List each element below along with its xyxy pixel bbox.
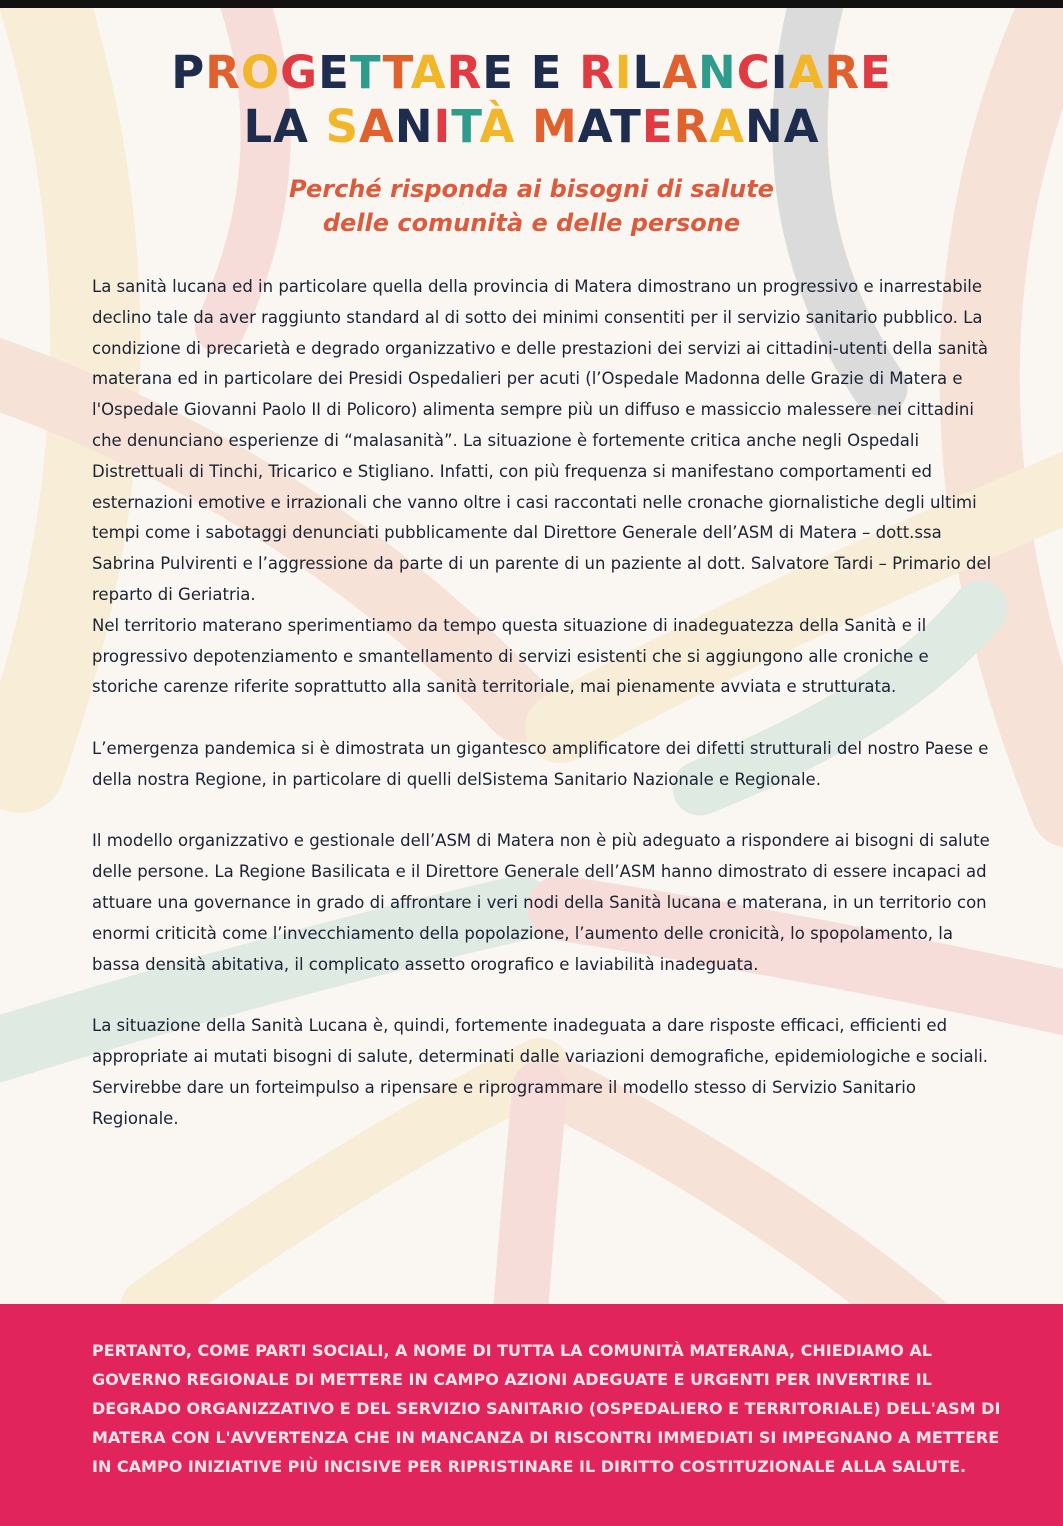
- headline-letter: E: [514, 46, 580, 99]
- headline-letter: I: [433, 100, 452, 153]
- headline-letter: R: [824, 46, 860, 99]
- subtitle-line-2: delle comunità e delle persone: [322, 209, 741, 237]
- headline-letter: A: [410, 46, 447, 99]
- headline-line-2: [0, 100, 1063, 154]
- headline-letter: A: [359, 100, 395, 153]
- headline-letter: A: [709, 100, 746, 153]
- paragraph-5: La situazione della Sanità Lucana è, quindi, fortemente inadeguata a dare risposte efficaci, efficienti ed appropriate ai mutati bisogni di salute, determinati dalle variazioni demografiche, epidemiologiche e sociali. Servirebbe dare un forteimpulso a ripensare e riprogrammare il modello stesso di Servizio Sanitario Regionale.: [92, 1016, 989, 1128]
- headline-letter: O: [240, 46, 281, 99]
- headline-letter: N: [394, 100, 434, 153]
- headline-letter: R: [579, 46, 615, 99]
- subtitle-line-1: Perché risponda ai bisogni di salute: [289, 175, 774, 203]
- footer-appeal-text: PERTANTO, COME PARTI SOCIALI, A NOME DI TUTTA LA COMUNITÀ MATERANA, CHIEDIAMO AL GOVERNO REGIONALE DI METTERE IN CAMPO AZIONI ADEGUATE E URGENTI PER INVERTIRE IL DEGRADO ORGANIZZATIVO E DEL SERVIZIO SANITARIO (OSPEDALIERO E TERRITORIALE) DELL'ASM DI MATERA CON L'AVVERTENZA CHE IN MANCANZA DI RISCONTRI IMMEDIATI SI IMPEGNANO A METTERE IN CAMPO INIZIATIVE PIÙ INCISIVE PER RIPRISTINARE IL DIRITTO COSTITUZIONALE ALLA SALUTE.: [92, 1341, 1001, 1476]
- headline-letter: G: [280, 46, 319, 99]
- headline-letter: A: [788, 46, 825, 99]
- headline-letter: M: [531, 100, 578, 153]
- paragraph-3: L’emergenza pandemica si è dimostrata un gigantesco amplificatore dei difetti strutturali del nostro Paese e della nostra Regione, in particolare di quelli delSistema Sanitario Nazionale e Regionale.: [92, 738, 989, 789]
- body-text: [92, 272, 992, 1134]
- headline-letter: P: [171, 46, 206, 99]
- headline-letter: L: [632, 46, 663, 99]
- top-border: [0, 0, 1063, 8]
- paragraph-4: Il modello organizzativo e gestionale dell’ASM di Matera non è più adeguato a rispondere ai bisogni di salute delle persone. La Regione Basilicata e il Direttore Generale dell’ASM hanno dimostrato di essere incapaci ad attuare una governance in grado di affrontare i veri nodi della Sanità lucana e materana, in un territorio con enormi criticità come l’invecchiamento della popolazione, l’aumento delle cronicità, lo spopolamento, la bassa densità abitativa, il complicato assetto orografico e laviabilità inadeguata.: [92, 831, 990, 974]
- headline-letter: E: [641, 100, 674, 153]
- headline-letter: A: [577, 100, 611, 153]
- headline-letter: C: [736, 46, 771, 99]
- headline-letter: [515, 100, 532, 153]
- headline-letter: T: [382, 46, 411, 99]
- paragraph-2: Nel territorio materano sperimentiamo da tempo questa situazione di inadeguatezza della Sanità e il progressivo depotenziamento e smantellamento di servizi esistenti che si aggiungono alle croniche e storiche carenze riferite soprattutto alla sanità territoriale, mai pienamente avviata e strutturata.: [92, 615, 929, 697]
- headline-letter: LA: [243, 100, 326, 153]
- headline-letter: N: [698, 46, 737, 99]
- footer-banner: [0, 1304, 1063, 1526]
- headline-letter: T: [610, 100, 642, 153]
- headline-letter: T: [451, 100, 480, 153]
- poster: [0, 8, 1063, 1526]
- headline-letter: R: [446, 46, 483, 99]
- headline-letter: N: [745, 100, 784, 153]
- headline-letter: E: [859, 46, 892, 99]
- headline-letter: I: [770, 46, 789, 99]
- headline-line-1: [0, 46, 1063, 100]
- headline-letter: A: [783, 100, 820, 153]
- headline-letter: I: [614, 46, 633, 99]
- headline-letter: E: [318, 46, 350, 99]
- headline-letter: R: [205, 46, 241, 99]
- headline-letter: E: [482, 46, 515, 99]
- headline-letter: À: [479, 100, 516, 153]
- headline-letter: S: [325, 100, 360, 153]
- headline-letter: T: [349, 46, 383, 99]
- subtitle: [0, 172, 1063, 240]
- headline-letter: A: [662, 46, 699, 99]
- headline: [0, 46, 1063, 154]
- paragraph-1: La sanità lucana ed in particolare quella della provincia di Matera dimostrano un progressivo e inarrestabile declino tale da aver raggiunto standard al di sotto dei minimi consentiti per il servizio sanitario pubblico. La condizione di precarietà e degrado organizzativo e delle prestazioni dei servizi ai cittadini-utenti della sanità materana ed in particolare dei Presidi Ospedalieri per acuti (l’Ospedale Madonna delle Grazie di Matera e l'Ospedale Giovanni Paolo II di Policoro) alimenta sempre più un diffuso e massiccio malessere nei cittadini che denunciano esperienze di “malasanità”. La situazione è fortemente critica anche negli Ospedali Distrettuali di Tinchi, Tricarico e Stigliano. Infatti, con più frequenza si manifestano comportamenti ed esternazioni emotive e irrazionali che vanno oltre i casi raccontati nelle cronache giornalistiche degli ultimi tempi come i sabotaggi denunciati pubblicamente dal Direttore Generale dell’ASM di Matera – dott.ssa Sabrina Pulvirenti e l’aggressione da parte di un parente di un paziente al dott. Salvatore Tardi – Primario del reparto di Geriatria.: [92, 277, 992, 604]
- headline-letter: R: [673, 100, 710, 153]
